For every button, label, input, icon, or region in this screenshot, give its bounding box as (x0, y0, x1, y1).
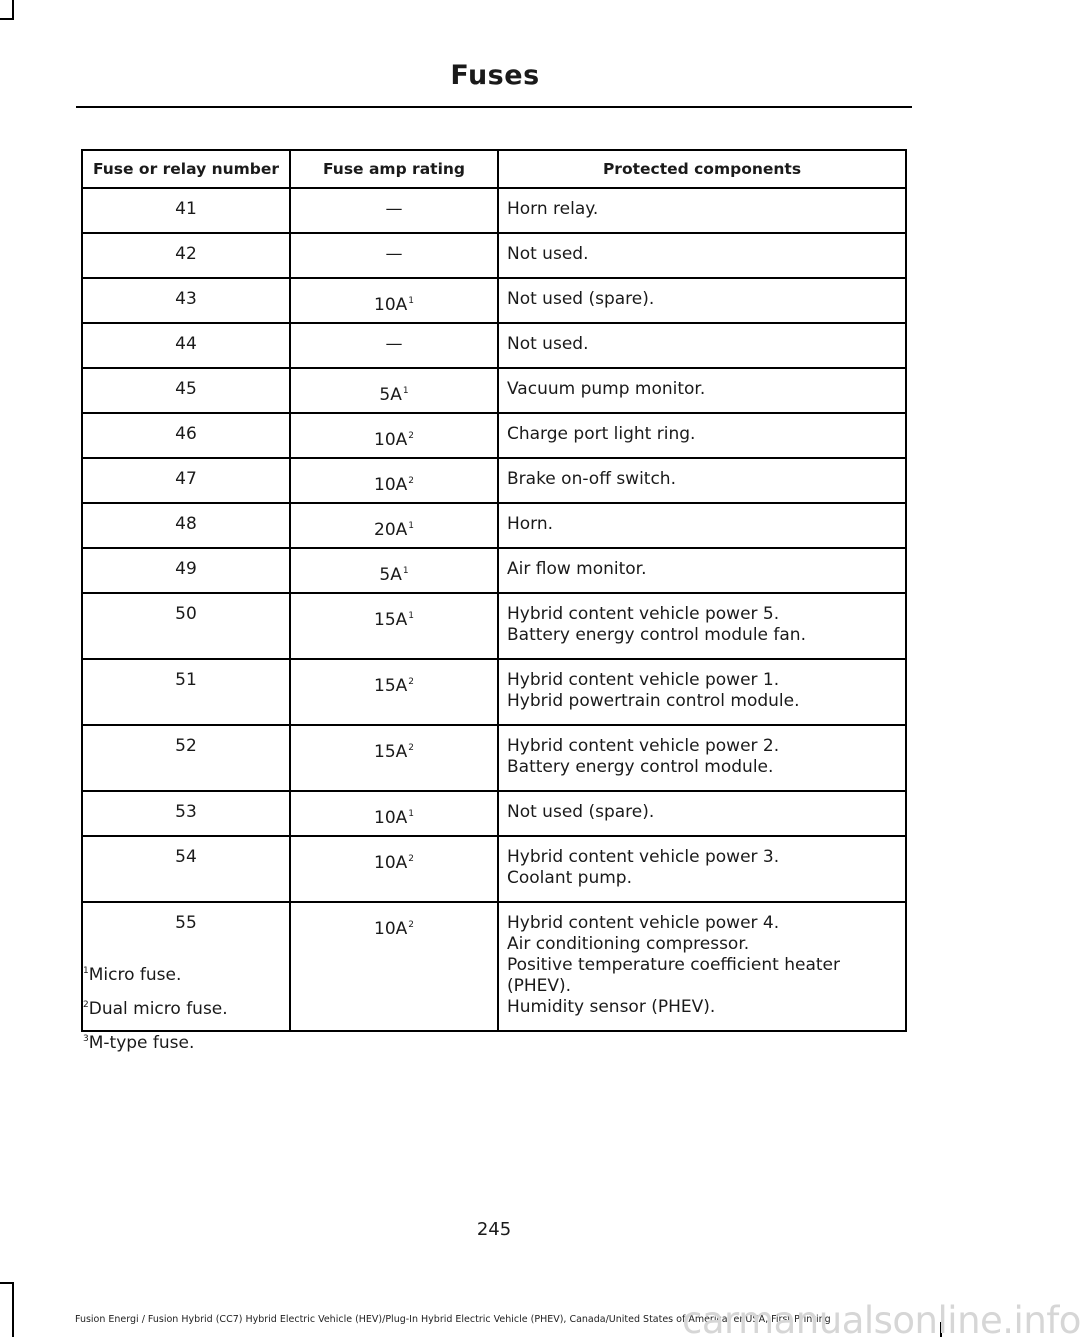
amp-rating-value: — (385, 244, 403, 264)
table-row (82, 836, 906, 902)
table-row (82, 323, 906, 368)
amp-rating-cell (290, 278, 498, 323)
components-cell (498, 458, 906, 503)
amp-rating-cell (290, 413, 498, 458)
fuse-number-cell: 45 (82, 368, 290, 413)
amp-rating-cell (290, 233, 498, 278)
fuse-number-cell: 41 (82, 188, 290, 233)
footnote-text: Dual micro fuse. (88, 999, 228, 1019)
fuse-table-body (82, 188, 906, 1031)
fuse-number-cell: 46 (82, 413, 290, 458)
component-line: Not used (spare). (507, 289, 655, 309)
components-cell (498, 725, 906, 791)
component-line: Horn relay. (507, 199, 599, 219)
amp-rating-cell (290, 323, 498, 368)
amp-rating-value: 10A (374, 430, 408, 450)
footnote-ref: 2 (408, 743, 414, 753)
amp-rating-value: 5A (379, 565, 402, 585)
page-title: Fuses (450, 60, 540, 91)
amp-rating-cell (290, 458, 498, 503)
amp-rating-value: 15A (374, 610, 408, 630)
table-row (82, 659, 906, 725)
footnote-ref: 1 (408, 809, 414, 819)
fuse-number-cell: 50 (82, 593, 290, 659)
table-row (82, 413, 906, 458)
components-cell (498, 278, 906, 323)
components-cell (498, 791, 906, 836)
components-cell (498, 413, 906, 458)
table-row (82, 278, 906, 323)
amp-rating-cell (290, 902, 498, 1031)
amp-rating-value: 10A (374, 808, 408, 828)
component-line: Air conditioning compressor. (507, 934, 750, 954)
footnote-ref: 2 (408, 476, 414, 486)
fuse-number-cell: 51 (82, 659, 290, 725)
component-line: Air flow monitor. (507, 559, 647, 579)
amp-rating-cell (290, 188, 498, 233)
components-cell (498, 188, 906, 233)
component-line: Coolant pump. (507, 868, 632, 888)
component-line: Brake on-off switch. (507, 469, 676, 489)
components-cell (498, 323, 906, 368)
crop-mark-top-left-h (0, 18, 14, 20)
footnotes (83, 965, 228, 1067)
footer-text: Fusion Energi / Fusion Hybrid (CC7) Hybrid Electric Vehicle (HEV)/Plug-In Hybrid Electric Vehicle (PHEV), Canada/United States of America, enUSA, First Printing (75, 1314, 831, 1325)
crop-mark-bottom-left-h (0, 1282, 14, 1284)
components-cell (498, 368, 906, 413)
amp-rating-value: 10A (374, 475, 408, 495)
amp-rating-cell (290, 593, 498, 659)
amp-rating-value: 10A (374, 919, 408, 939)
amp-rating-cell (290, 503, 498, 548)
fuse-number-cell: 47 (82, 458, 290, 503)
table-header-row (82, 150, 906, 188)
component-line: Hybrid content vehicle power 3. (507, 847, 780, 867)
components-cell (498, 503, 906, 548)
footnote (83, 1033, 228, 1067)
fuse-table (81, 149, 907, 1032)
footnote-ref: 1 (408, 521, 414, 531)
fuse-number-cell: 42 (82, 233, 290, 278)
amp-rating-cell (290, 791, 498, 836)
title-rule (76, 106, 912, 108)
footnote-text: M-type fuse. (88, 1033, 195, 1053)
table-row (82, 791, 906, 836)
component-line: Battery energy control module. (507, 757, 774, 777)
page-number: 245 (476, 1219, 512, 1240)
components-cell (498, 233, 906, 278)
footnote-ref: 2 (408, 854, 414, 864)
fuse-number-cell: 44 (82, 323, 290, 368)
column-header-amp-rating: Fuse amp rating (290, 150, 498, 188)
amp-rating-cell (290, 659, 498, 725)
amp-rating-value: 15A (374, 742, 408, 762)
fuse-number-cell: 55 (82, 902, 290, 1031)
table-row (82, 188, 906, 233)
fuse-number-cell: 53 (82, 791, 290, 836)
footnote-ref: 1 (402, 386, 409, 396)
amp-rating-value: 10A (374, 295, 408, 315)
footnote (83, 999, 228, 1033)
amp-rating-cell (290, 548, 498, 593)
fuse-number-cell: 43 (82, 278, 290, 323)
footnote-ref: 2 (408, 920, 414, 930)
watermark: carmanualsonline.info (682, 1299, 1081, 1342)
table-row (82, 548, 906, 593)
components-cell (498, 836, 906, 902)
component-line: Vacuum pump monitor. (507, 379, 706, 399)
footnote-mark: 2 (83, 1000, 89, 1010)
table-row (82, 503, 906, 548)
footnote-mark: 1 (83, 966, 89, 976)
table-row (82, 593, 906, 659)
component-line: Hybrid powertrain control module. (507, 691, 800, 711)
amp-rating-cell (290, 836, 498, 902)
component-line: Hybrid content vehicle power 4. (507, 913, 780, 933)
component-line: Horn. (507, 514, 554, 534)
components-cell (498, 659, 906, 725)
table-row (82, 458, 906, 503)
fuse-number-cell: 54 (82, 836, 290, 902)
column-header-components: Protected components (498, 150, 906, 188)
amp-rating-value: 15A (374, 676, 408, 696)
footnote (83, 965, 228, 999)
table-row (82, 233, 906, 278)
amp-rating-value: — (385, 334, 403, 354)
footnote-ref: 2 (408, 431, 414, 441)
amp-rating-value: 10A (374, 853, 408, 873)
component-line: Humidity sensor (PHEV). (507, 997, 716, 1017)
component-line: Not used. (507, 334, 589, 354)
footnote-ref: 1 (408, 296, 414, 306)
component-line: Positive temperature coefficient heater (PHEV). (507, 955, 840, 996)
component-line: Not used (spare). (507, 802, 655, 822)
component-line: Hybrid content vehicle power 1. (507, 670, 780, 690)
components-cell (498, 593, 906, 659)
amp-rating-cell (290, 725, 498, 791)
component-line: Hybrid content vehicle power 5. (507, 604, 780, 624)
amp-rating-cell (290, 368, 498, 413)
component-line: Not used. (507, 244, 589, 264)
column-header-fuse-number: Fuse or relay number (82, 150, 290, 188)
table-row (82, 725, 906, 791)
fuse-number-cell: 52 (82, 725, 290, 791)
footnote-mark: 3 (83, 1034, 89, 1044)
components-cell (498, 548, 906, 593)
amp-rating-value: — (385, 199, 403, 219)
footnote-ref: 1 (402, 566, 409, 576)
component-line: Battery energy control module fan. (507, 625, 806, 645)
footnote-text: Micro fuse. (88, 965, 182, 985)
table-row (82, 368, 906, 413)
amp-rating-value: 5A (379, 385, 402, 405)
footnote-ref: 1 (408, 611, 414, 621)
footnote-ref: 2 (408, 677, 414, 687)
components-cell (498, 902, 906, 1031)
amp-rating-value: 20A (374, 520, 408, 540)
fuse-number-cell: 48 (82, 503, 290, 548)
crop-mark-top-left (12, 0, 14, 19)
fuse-number-cell: 49 (82, 548, 290, 593)
component-line: Hybrid content vehicle power 2. (507, 736, 780, 756)
crop-mark-bottom-left (12, 1282, 14, 1337)
component-line: Charge port light ring. (507, 424, 696, 444)
